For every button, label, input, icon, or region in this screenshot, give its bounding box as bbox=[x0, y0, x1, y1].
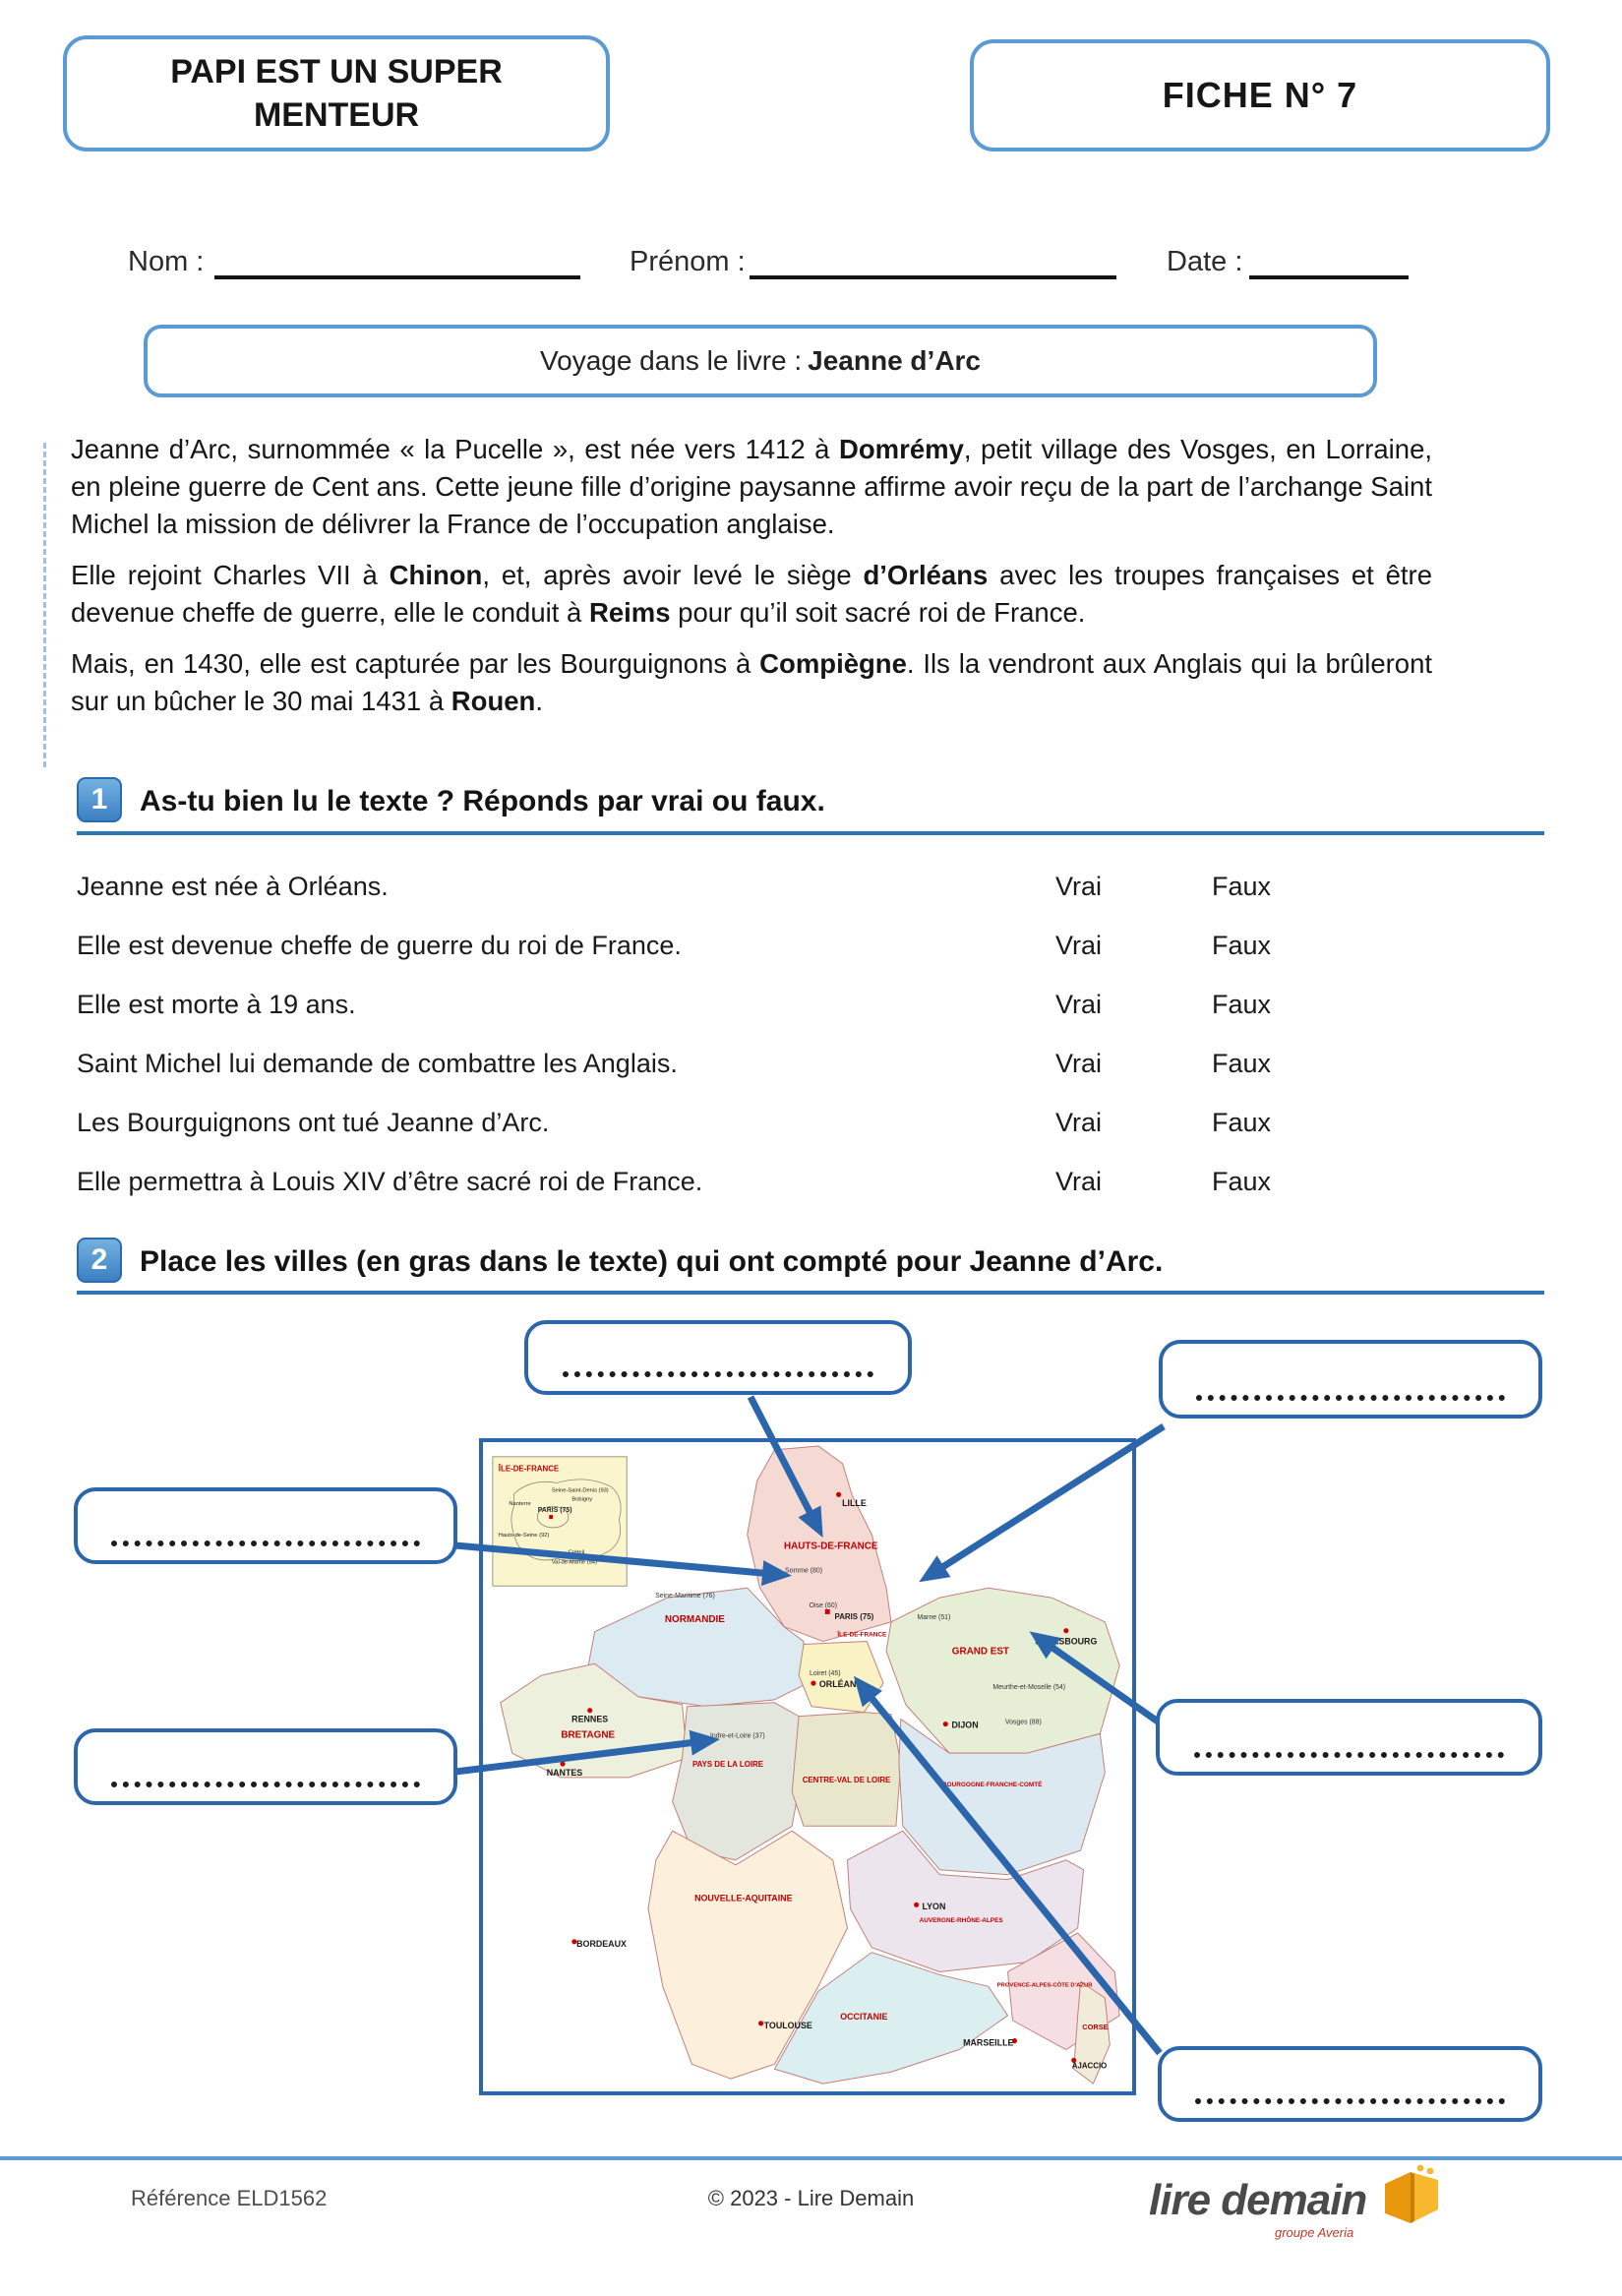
intro-segment: , et, après avoir levé le siège bbox=[482, 559, 864, 590]
intro-text bbox=[71, 431, 1432, 734]
city-label: LILLE bbox=[842, 1498, 867, 1509]
answer-blank bbox=[563, 1371, 874, 1377]
city-label: PARIS (75) bbox=[834, 1611, 874, 1621]
region-label: BOURGOGNE-FRANCHE-COMTÉ bbox=[942, 1781, 1043, 1788]
exercise2-number-badge bbox=[77, 1238, 122, 1283]
inset-label: Nanterre bbox=[509, 1501, 531, 1508]
question-row bbox=[77, 1049, 1544, 1090]
intro-segment: avec les troupes françaises et être devenue cheffe de guerre, elle le conduit à bbox=[71, 559, 1433, 628]
region-label: ÎLE-DE-FRANCE bbox=[837, 1631, 887, 1639]
question-text: Jeanne est née à Orléans. bbox=[77, 872, 389, 901]
city-dot bbox=[914, 1903, 919, 1907]
departement-label: Seine-Maritime (76) bbox=[655, 1593, 715, 1601]
fiche-number: FICHE N° 7 bbox=[1162, 75, 1358, 115]
vrai-option[interactable]: Vrai bbox=[1055, 1049, 1103, 1078]
faux-option[interactable]: Faux bbox=[1212, 990, 1272, 1019]
france-map-svg bbox=[483, 1442, 1132, 2091]
question-row bbox=[77, 1167, 1544, 1208]
answer-blank bbox=[1196, 1395, 1504, 1401]
inset-frame bbox=[493, 1457, 627, 1586]
region-label: NORMANDIE bbox=[664, 1613, 725, 1625]
question-text: Elle est devenue cheffe de guerre du roi de France. bbox=[77, 931, 682, 960]
faux-option[interactable]: Faux bbox=[1212, 931, 1272, 960]
region-label: BRETAGNE bbox=[561, 1729, 616, 1741]
banner-prefix: Voyage dans le livre : bbox=[539, 345, 803, 376]
answer-box-top-right[interactable] bbox=[1159, 1340, 1542, 1419]
city-dot bbox=[943, 1722, 948, 1726]
intro-segment: . Ils la vendront aux Anglais qui la brûleront sur un bûcher le 30 mai 1431 à bbox=[71, 647, 1433, 716]
city-label: MARSEILLE bbox=[963, 2037, 1014, 2048]
banner-book-title: Jeanne d’Arc bbox=[808, 345, 982, 376]
city-dot bbox=[560, 1761, 565, 1766]
vrai-option[interactable]: Vrai bbox=[1055, 872, 1103, 901]
city-label: ORLÉANS bbox=[818, 1678, 863, 1689]
publisher-logo bbox=[1149, 2162, 1444, 2247]
city-chinon: Chinon bbox=[389, 559, 483, 590]
name-label: Nom : bbox=[128, 246, 205, 277]
question-row bbox=[77, 931, 1544, 972]
exercise1-number-badge bbox=[77, 777, 122, 822]
firstname-label: Prénom : bbox=[630, 246, 746, 277]
intro-paragraph-3 bbox=[71, 645, 1432, 720]
vrai-option[interactable]: Vrai bbox=[1055, 1108, 1103, 1137]
question-text: Elle permettra à Louis XIV d’être sacré roi de France. bbox=[77, 1167, 703, 1196]
inset-label: Créteil bbox=[568, 1549, 585, 1556]
city-label: LYON bbox=[922, 1902, 946, 1912]
inset-label: PARIS (75) bbox=[537, 1507, 572, 1515]
question-row bbox=[77, 1108, 1544, 1149]
date-line[interactable] bbox=[1249, 275, 1409, 279]
fiche-box bbox=[970, 39, 1550, 151]
inset-title: ÎLE-DE-FRANCE bbox=[498, 1464, 560, 1474]
answer-blank bbox=[111, 1782, 419, 1787]
section-divider-1 bbox=[77, 831, 1544, 835]
question-text: Saint Michel lui demande de combattre les Anglais. bbox=[77, 1049, 678, 1078]
region-label: CENTRE-VAL DE LOIRE bbox=[802, 1775, 891, 1784]
city-marker-paris bbox=[825, 1609, 830, 1614]
region-label: CORSE bbox=[1082, 2022, 1109, 2031]
footer-reference: Référence ELD1562 bbox=[131, 2186, 328, 2210]
section-divider-2 bbox=[77, 1291, 1544, 1295]
departement-label: Meurthe-et-Moselle (54) bbox=[992, 1683, 1066, 1691]
departement-label: Somme (80) bbox=[785, 1567, 823, 1575]
date-label: Date : bbox=[1167, 246, 1243, 277]
inset-label: Val-de-Marne (94) bbox=[551, 1559, 597, 1566]
city-compiegne: Compiègne bbox=[759, 647, 907, 679]
title-box bbox=[63, 35, 610, 151]
logo-wordmark: lire demain bbox=[1149, 2176, 1367, 2224]
intro-segment: Jeanne d’Arc, surnommée « la Pucelle », est née vers 1412 à bbox=[71, 434, 840, 464]
intro-paragraph-1 bbox=[71, 431, 1432, 543]
inset-label: Seine-Saint-Denis (93) bbox=[551, 1487, 609, 1494]
answer-box-right-middle[interactable] bbox=[1156, 1699, 1542, 1776]
margin-dash-line bbox=[43, 443, 46, 767]
city-orleans: d’Orléans bbox=[863, 559, 989, 590]
departement-label: Oise (60) bbox=[809, 1601, 838, 1609]
vrai-option[interactable]: Vrai bbox=[1055, 931, 1103, 960]
city-dot bbox=[1063, 1628, 1068, 1633]
answer-blank bbox=[1194, 1752, 1505, 1758]
region-label: PROVENCE-ALPES-CÔTE D'AZUR bbox=[996, 1982, 1093, 1989]
city-label: AJACCIO bbox=[1071, 2061, 1108, 2071]
departement-label: Vosges (88) bbox=[1004, 1719, 1042, 1726]
open-book-icon bbox=[1379, 2162, 1444, 2231]
city-label: STRASBOURG bbox=[1035, 1636, 1098, 1647]
map-region-grand-est bbox=[886, 1588, 1119, 1753]
city-label: TOULOUSE bbox=[763, 2020, 812, 2030]
intro-segment: pour qu’il soit sacré roi de France. bbox=[670, 596, 1086, 628]
faux-option[interactable]: Faux bbox=[1212, 1167, 1272, 1196]
vrai-option[interactable]: Vrai bbox=[1055, 990, 1103, 1019]
name-line[interactable] bbox=[214, 275, 580, 279]
answer-blank bbox=[1195, 2098, 1504, 2104]
question-row bbox=[77, 990, 1544, 1031]
footer-copyright: © 2023 - Lire Demain bbox=[707, 2186, 915, 2210]
region-label: AUVERGNE-RHÔNE-ALPES bbox=[919, 1917, 1003, 1925]
faux-option[interactable]: Faux bbox=[1212, 1049, 1272, 1078]
city-label: DIJON bbox=[951, 1720, 979, 1730]
region-label: OCCITANIE bbox=[840, 2011, 888, 2022]
city-rouen: Rouen bbox=[451, 685, 536, 716]
city-label: NANTES bbox=[546, 1767, 583, 1778]
city-reims: Reims bbox=[588, 596, 671, 628]
intro-segment: Mais, en 1430, elle est capturée par les Bourguignons à bbox=[71, 647, 760, 679]
logo-subtext: groupe Averia bbox=[1275, 2225, 1354, 2240]
departement-label: Loiret (45) bbox=[810, 1670, 841, 1678]
region-label: GRAND EST bbox=[951, 1646, 1009, 1658]
inset-label: Hauts-de-Seine (92) bbox=[498, 1532, 550, 1539]
city-domremy: Domrémy bbox=[839, 434, 964, 464]
city-dot bbox=[836, 1492, 841, 1497]
answer-blank bbox=[111, 1541, 419, 1546]
exercise1-number: 1 bbox=[90, 783, 108, 816]
intro-segment: , petit village des Vosges, en Lorraine, en pleine guerre de Cent ans. Cette jeune fille d’origine paysanne affirme avoir reçu de la part de l’archange Saint Michel la mission de délivrer la France de l’occupation anglaise. bbox=[71, 434, 1433, 539]
france-map bbox=[479, 1438, 1136, 2095]
map-region-centre-val-de-loire bbox=[792, 1713, 901, 1827]
question-row bbox=[77, 872, 1544, 913]
idf-inset bbox=[493, 1457, 627, 1586]
inset-paris-marker bbox=[549, 1515, 553, 1519]
intro-segment: Elle rejoint Charles VII à bbox=[71, 559, 390, 590]
book-banner bbox=[144, 325, 1377, 397]
city-label: RENNES bbox=[571, 1714, 609, 1724]
answer-box-left-lower[interactable] bbox=[74, 1728, 457, 1805]
departement-label: Marne (51) bbox=[917, 1613, 951, 1621]
answer-box-top-center[interactable] bbox=[524, 1320, 912, 1395]
intro-segment: . bbox=[535, 685, 543, 716]
page-title: PAPI EST UN SUPER MENTEUR bbox=[170, 52, 503, 134]
intro-paragraph-2 bbox=[71, 557, 1432, 632]
answer-box-bottom-right[interactable] bbox=[1158, 2046, 1542, 2122]
exercise2-number: 2 bbox=[90, 1243, 108, 1276]
answer-box-left-upper[interactable] bbox=[74, 1487, 457, 1564]
city-dot bbox=[587, 1708, 592, 1713]
exercise2-title: Place les villes (en gras dans le texte) qui ont compté pour Jeanne d’Arc. bbox=[140, 1245, 1164, 1278]
question-text: Elle est morte à 19 ans. bbox=[77, 990, 356, 1019]
city-dot bbox=[811, 1680, 815, 1685]
city-label: BORDEAUX bbox=[576, 1938, 627, 1949]
faux-option[interactable]: Faux bbox=[1212, 1108, 1272, 1137]
region-label: HAUTS-DE-FRANCE bbox=[783, 1541, 878, 1552]
footer-divider bbox=[0, 2156, 1622, 2160]
exercise1-title: As-tu bien lu le texte ? Réponds par vrai ou faux. bbox=[140, 785, 825, 817]
firstname-line[interactable] bbox=[750, 275, 1116, 279]
vrai-option[interactable]: Vrai bbox=[1055, 1167, 1103, 1196]
region-label: NOUVELLE-AQUITAINE bbox=[694, 1893, 793, 1903]
departement-label: Indre-et-Loire (37) bbox=[710, 1732, 765, 1740]
region-label: PAYS DE LA LOIRE bbox=[691, 1760, 764, 1769]
faux-option[interactable]: Faux bbox=[1212, 872, 1272, 901]
inset-label: Bobigny bbox=[571, 1496, 593, 1503]
city-dot bbox=[758, 2021, 763, 2025]
question-text: Les Bourguignons ont tué Jeanne d’Arc. bbox=[77, 1108, 550, 1137]
